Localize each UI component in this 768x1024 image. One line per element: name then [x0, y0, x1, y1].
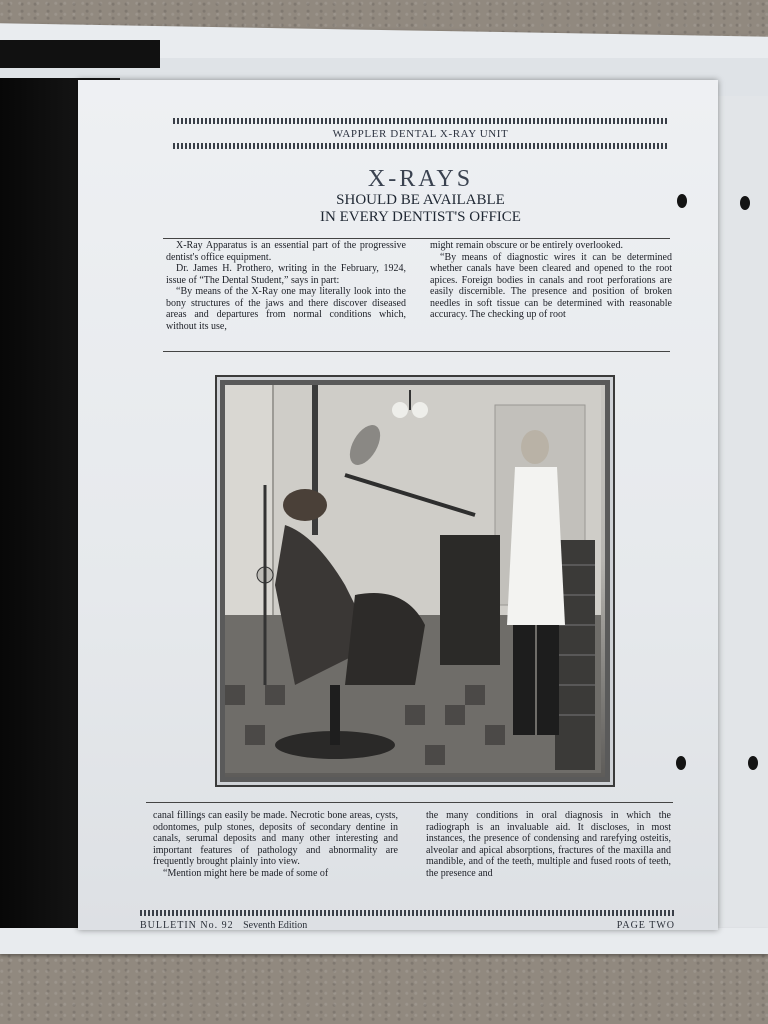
paragraph: Dr. James H. Prothero, writing in the February, 1924, issue of “The Dental Student,” says in part:: [166, 263, 406, 286]
header-rule-bottom: [173, 143, 668, 149]
binding-hole: [677, 194, 687, 208]
paragraph: “By means of the X-Ray one may literally look into the bony structures of the jaws and there discover diseased areas and departures from normal conditions which, without its use,: [166, 286, 406, 332]
headline-main: X-RAYS: [367, 166, 474, 192]
paragraph: the many conditions in oral diagnosis in which the radiograph is an invaluable aid. It discloses, in most instances, the presence of condensing and rarefying osteitis, alveolar and apical absorptions, fractures of the maxilla and mandible, and of the teeth, multiple and fused roots of teeth, the presence and: [426, 810, 671, 879]
divider-rule: [163, 351, 670, 352]
header-rule-top: [173, 118, 668, 124]
bottom-sheet: [0, 928, 768, 954]
binding-hole: [676, 756, 686, 770]
top-right-column: [430, 240, 672, 321]
photograph-frame: [215, 375, 615, 787]
dark-strip-top: [0, 40, 160, 68]
headline: [173, 166, 668, 226]
photo-illustration: [225, 385, 601, 773]
dental-xray-photograph: [225, 385, 605, 777]
paragraph: X-Ray Apparatus is an essential part of the progressive dentist's office equipment.: [166, 240, 406, 263]
headline-sub-2: IN EVERY DENTIST'S OFFICE: [320, 209, 521, 225]
binding-hole: [748, 756, 758, 770]
page-footer: [140, 910, 675, 931]
bulletin-page: [78, 80, 718, 930]
header-title: WAPPLER DENTAL X-RAY UNIT: [332, 128, 509, 140]
paragraph: “Mention might here be made of some of: [163, 867, 329, 879]
page-number: PAGE TWO: [616, 920, 675, 931]
paragraph: canal fillings can easily be made. Necrotic bone areas, cysts, odontomes, pulp stones, deposits of secondary dentine in canals, serumal deposits and many other interesting and important features of pathology and abnormality are frequently brought plainly into view.: [153, 810, 398, 867]
divider-rule: [146, 802, 673, 803]
page-header: [173, 118, 668, 162]
headline-sub-1: SHOULD BE AVAILABLE: [336, 192, 505, 208]
binding-hole: [740, 196, 750, 210]
bottom-right-column: [426, 810, 671, 879]
top-left-column: [166, 240, 406, 332]
adjacent-page: [716, 96, 768, 932]
bulletin-number: BULLETIN No. 92: [140, 920, 234, 931]
footer-rule: [140, 910, 675, 916]
edition-label: Seventh Edition: [243, 920, 308, 931]
divider-rule: [163, 238, 670, 239]
paragraph: might remain obscure or be entirely overlooked.: [430, 240, 623, 251]
bottom-left-column: [153, 810, 398, 879]
paragraph: “By means of diagnostic wires it can be determined whether canals have been cleared and opened to the root apices. Foreign bodies in canals and root perforations are easily discernible. The presence and position of broken needles in soft tissue can be determined with reasonable accuracy. The checking up of root: [430, 251, 672, 320]
